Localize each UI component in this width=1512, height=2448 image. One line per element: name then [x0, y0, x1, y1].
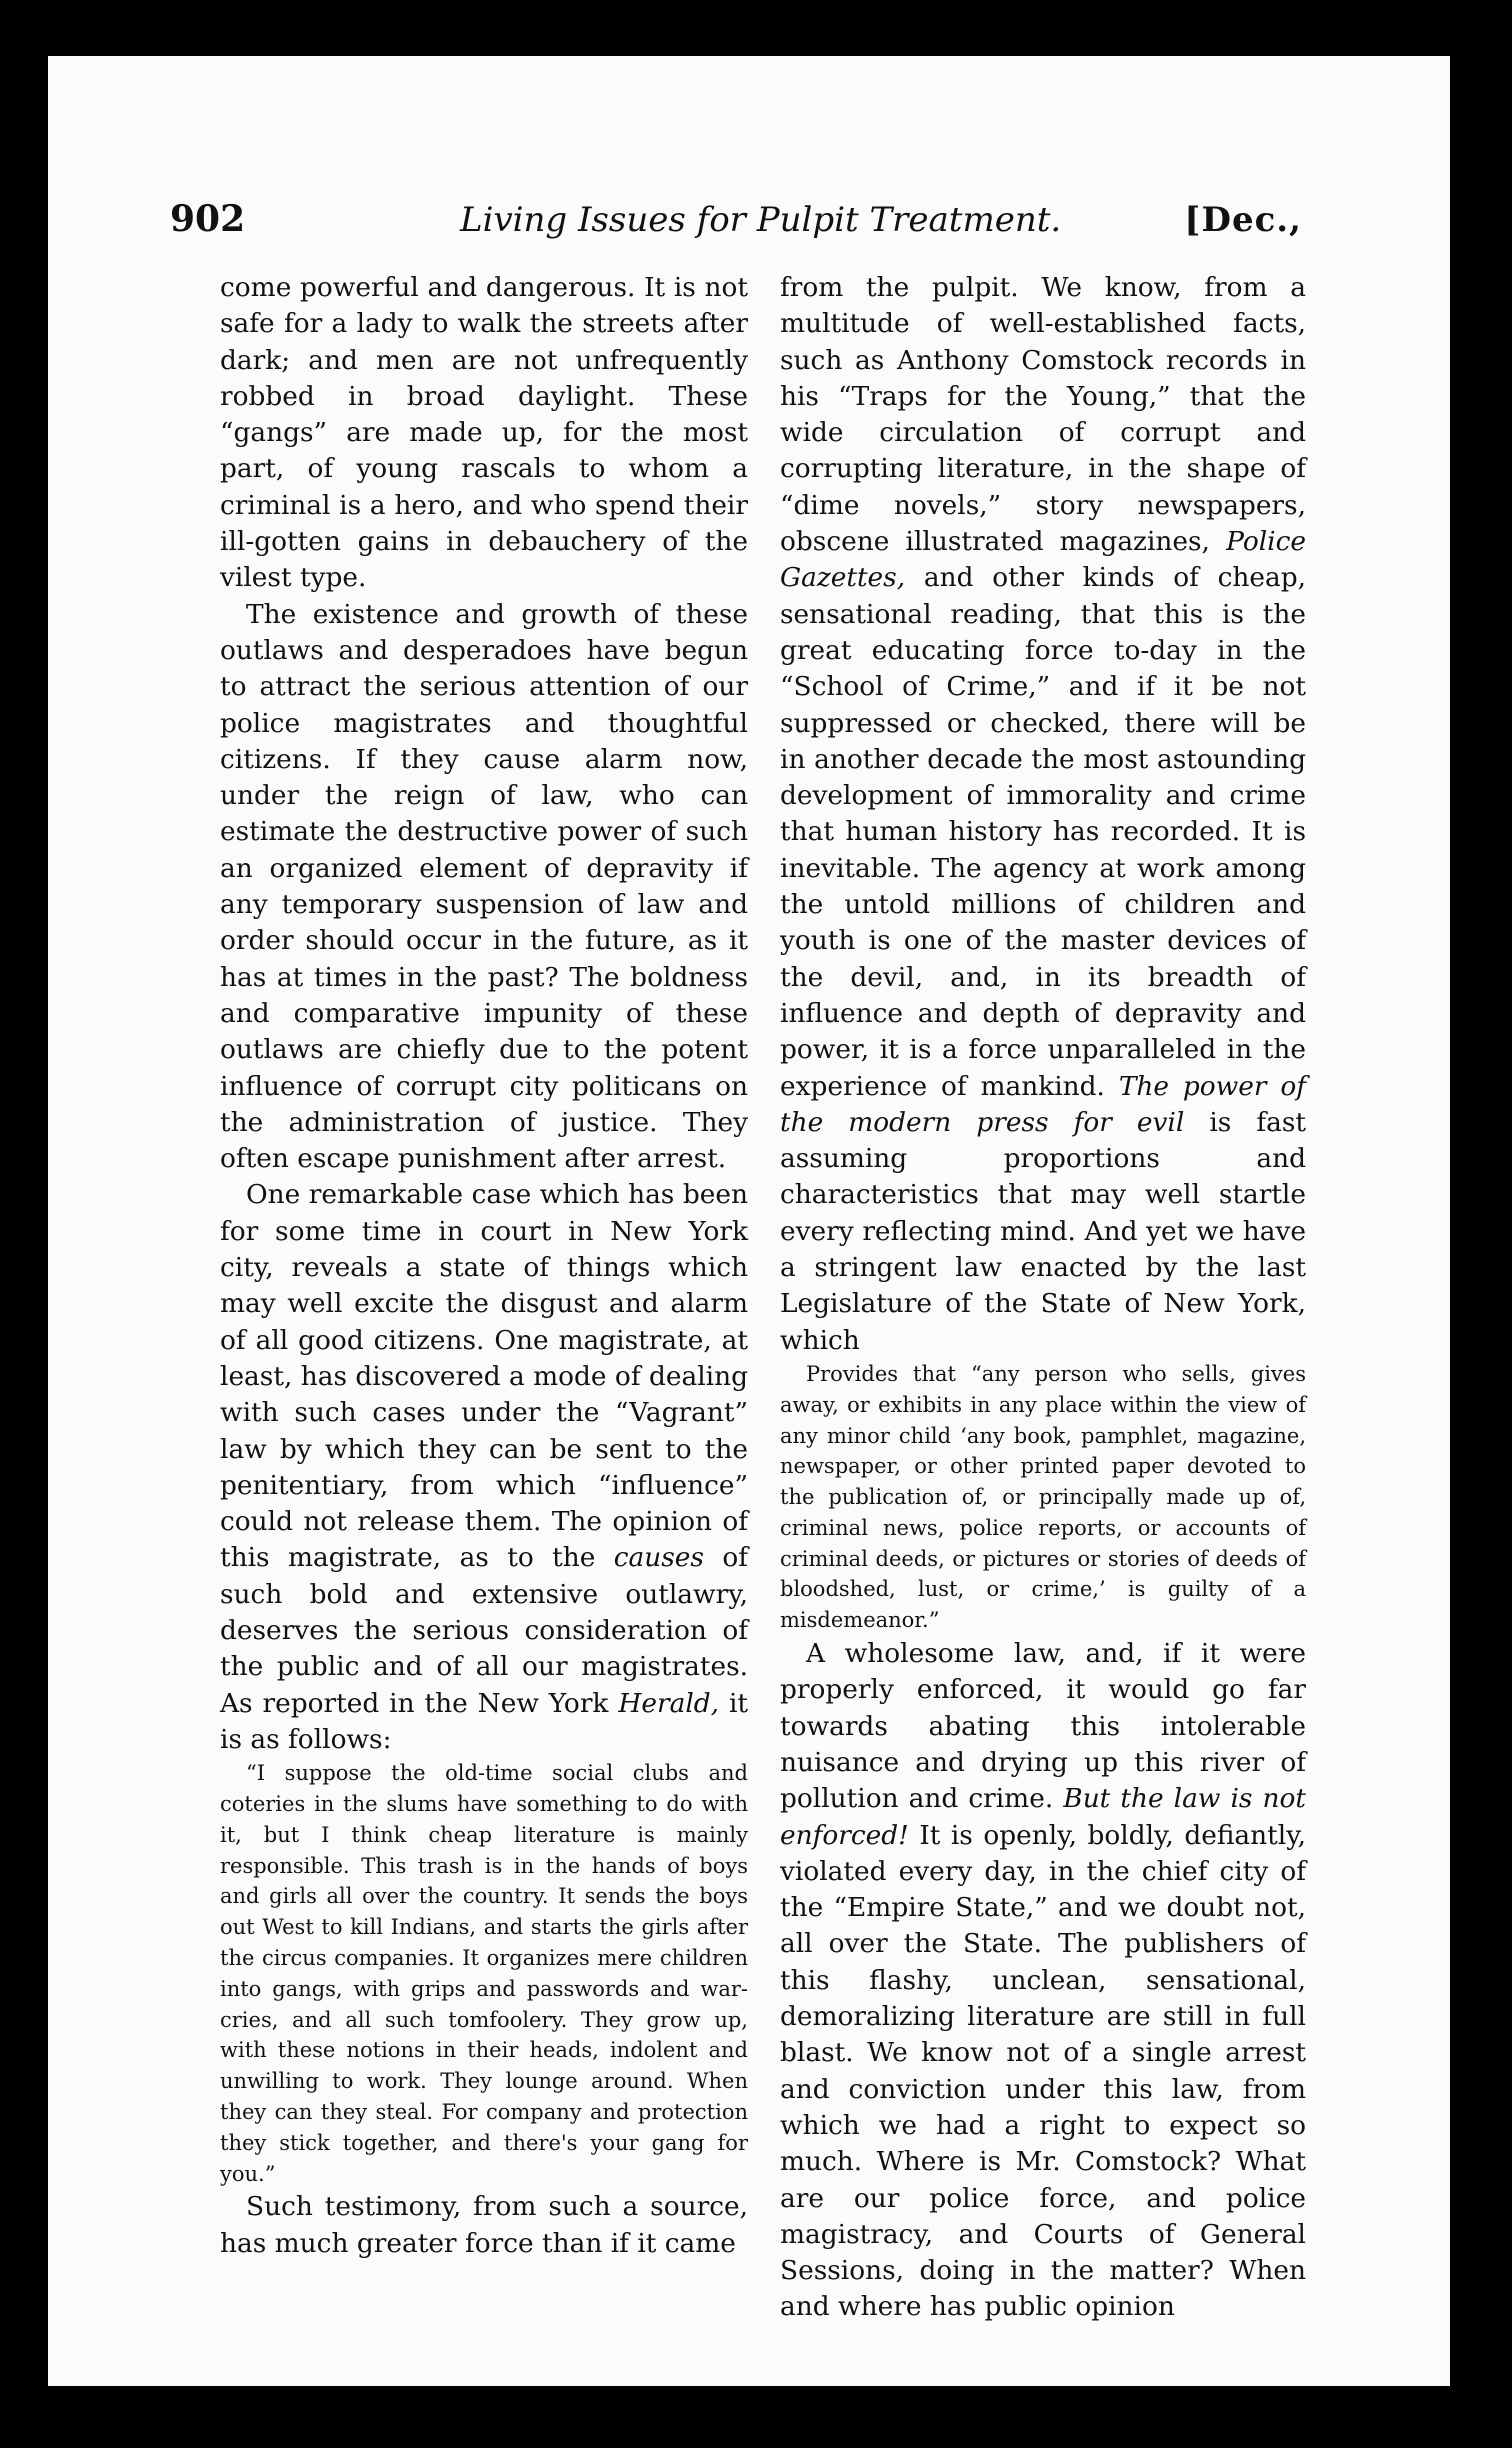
text-run: A wholesome law, and, if it were properly enforced, it would go far towards abating this intolerable nuisance and drying up this river of pollution and crime.: [780, 1638, 1306, 1815]
text-run: of such bold and extensive outlawry, deserves the serious consideration of the public and of all our magistrates. As reported in the New York: [220, 1542, 748, 1719]
left-column: [220, 270, 748, 2262]
emphasis: Herald,: [618, 1687, 720, 1719]
paragraph: come powerful and dangerous. It is not safe for a lady to walk the streets after dark; and men are not unfrequently robbed in broad daylight. These “gangs” are made up, for the most part, of young rascals to whom a criminal is a hero, and who spend their ill-gotten gains in debauchery of the vilest type.: [220, 272, 748, 594]
emphasis: But the law is not enforced!: [780, 1783, 1307, 1851]
page-number: 902: [170, 198, 246, 240]
text-run: One remarkable case which has been for some time in court in New York city, reveals a state of things which may well excite the disgust and alarm of all good citizens. One magistrate, at least, has discovered a mode of dealing with such cases under the “Vagrant” law by which they can be sent to the penitentiary, from which “influence” could not release them. The opinion of this magistrate, as to the: [220, 1179, 748, 1574]
paragraph: [780, 1636, 1306, 2326]
text-run: and other kinds of cheap, sensational reading, that this is the great educating force to-day in the “School of Crime,” and if it be not suppressed or checked, there will be in another decade the most astounding development of immorality and crime that human history has recorded. It is inevitable. The agency at work among the untold millions of children and youth is one of the master devices of the devil, and, in its breadth of influence and depth of depravity and power, it is a force unparalleled in the experience of mankind.: [780, 562, 1307, 1102]
paragraph: Such testimony, from such a source, has much greater force than if it came: [220, 2191, 748, 2259]
paragraph: The existence and growth of these outlaws and desperadoes have begun to attract the serious attention of our police magistrates and thoughtful citizens. If they cause alarm now, under the reign of law, who can estimate the destructive power of such an organized element of depravity if any temporary suspension of law and order should occur in the future, as it has at times in the past? The boldness and comparative impunity of these outlaws are chiefly due to the potent influence of corrupt city politicans on the administration of justice. They often escape punishment after arrest.: [220, 598, 748, 1175]
header-month: [Dec.,: [1184, 200, 1302, 240]
paragraph: [780, 270, 1306, 1359]
page-header: [170, 198, 1310, 258]
text-run: it is as follows:: [220, 1687, 749, 1755]
binding-edge: [1450, 56, 1494, 2386]
block-quote: “I suppose the old-time social clubs and coteries in the slums have something to do with it, but I think cheap literature is mainly responsible. This trash is in the hands of boys and girls all over the country. It sends the boys out West to kill Indians, and starts the girls after the circus companies. It organizes mere children into gangs, with grips and passwords and war-cries, and all such tomfoolery. They grow up, with these notions in their heads, indolent and unwilling to work. They lounge around. When they can they steal. For company and protection they stick together, and there's your gang for you.”: [220, 1761, 748, 2186]
block-quote: Provides that “any person who sells, gives away, or exhibits in any place within the view of any minor child ‘any book, pamphlet, magazine, newspaper, or other printed paper devoted to the publication of, or principally made up of, criminal news, police reports, or accounts of criminal deeds, or pictures or stories of deeds of bloodshed, lust, or crime,’ is guilty of a misdemeanor.”: [780, 1361, 1306, 1633]
text-run: It is openly, boldly, defiantly, violated every day, in the chief city of the “Empire State,” and we doubt not, all over the State. The publishers of this flashy, unclean, sensational, demoralizing literature are still in full blast. We know not of a single arrest and conviction under this law, from which we had a right to expect so much. Where is Mr. Comstock? What are our police force, and police magistracy, and Courts of General Sessions, doing in the matter? When and where has public opinion: [780, 1819, 1307, 2323]
emphasis: The power of the modern press for evil: [780, 1070, 1307, 1138]
emphasis: Police Gazettes,: [780, 526, 1307, 594]
emphasis: causes: [613, 1542, 704, 1574]
text-run: from the pulpit. We know, from a multitude of well-established facts, such as Anthony Comstock records in his “Traps for the Young,” that the wide circulation of corrupt and corrupting literature, in the shape of “dime novels,” story newspapers, obscene illustrated magazines,: [780, 272, 1306, 558]
running-title: Living Issues for Pulpit Treatment.: [460, 200, 1062, 240]
paragraph: [220, 1177, 748, 1758]
right-column: [780, 270, 1306, 2326]
text-run: is fast assuming proportions and characteristics that may well startle every reflecting mind. And yet we have a stringent law enacted by the last Legislature of the State of New York, which: [780, 1106, 1306, 1356]
